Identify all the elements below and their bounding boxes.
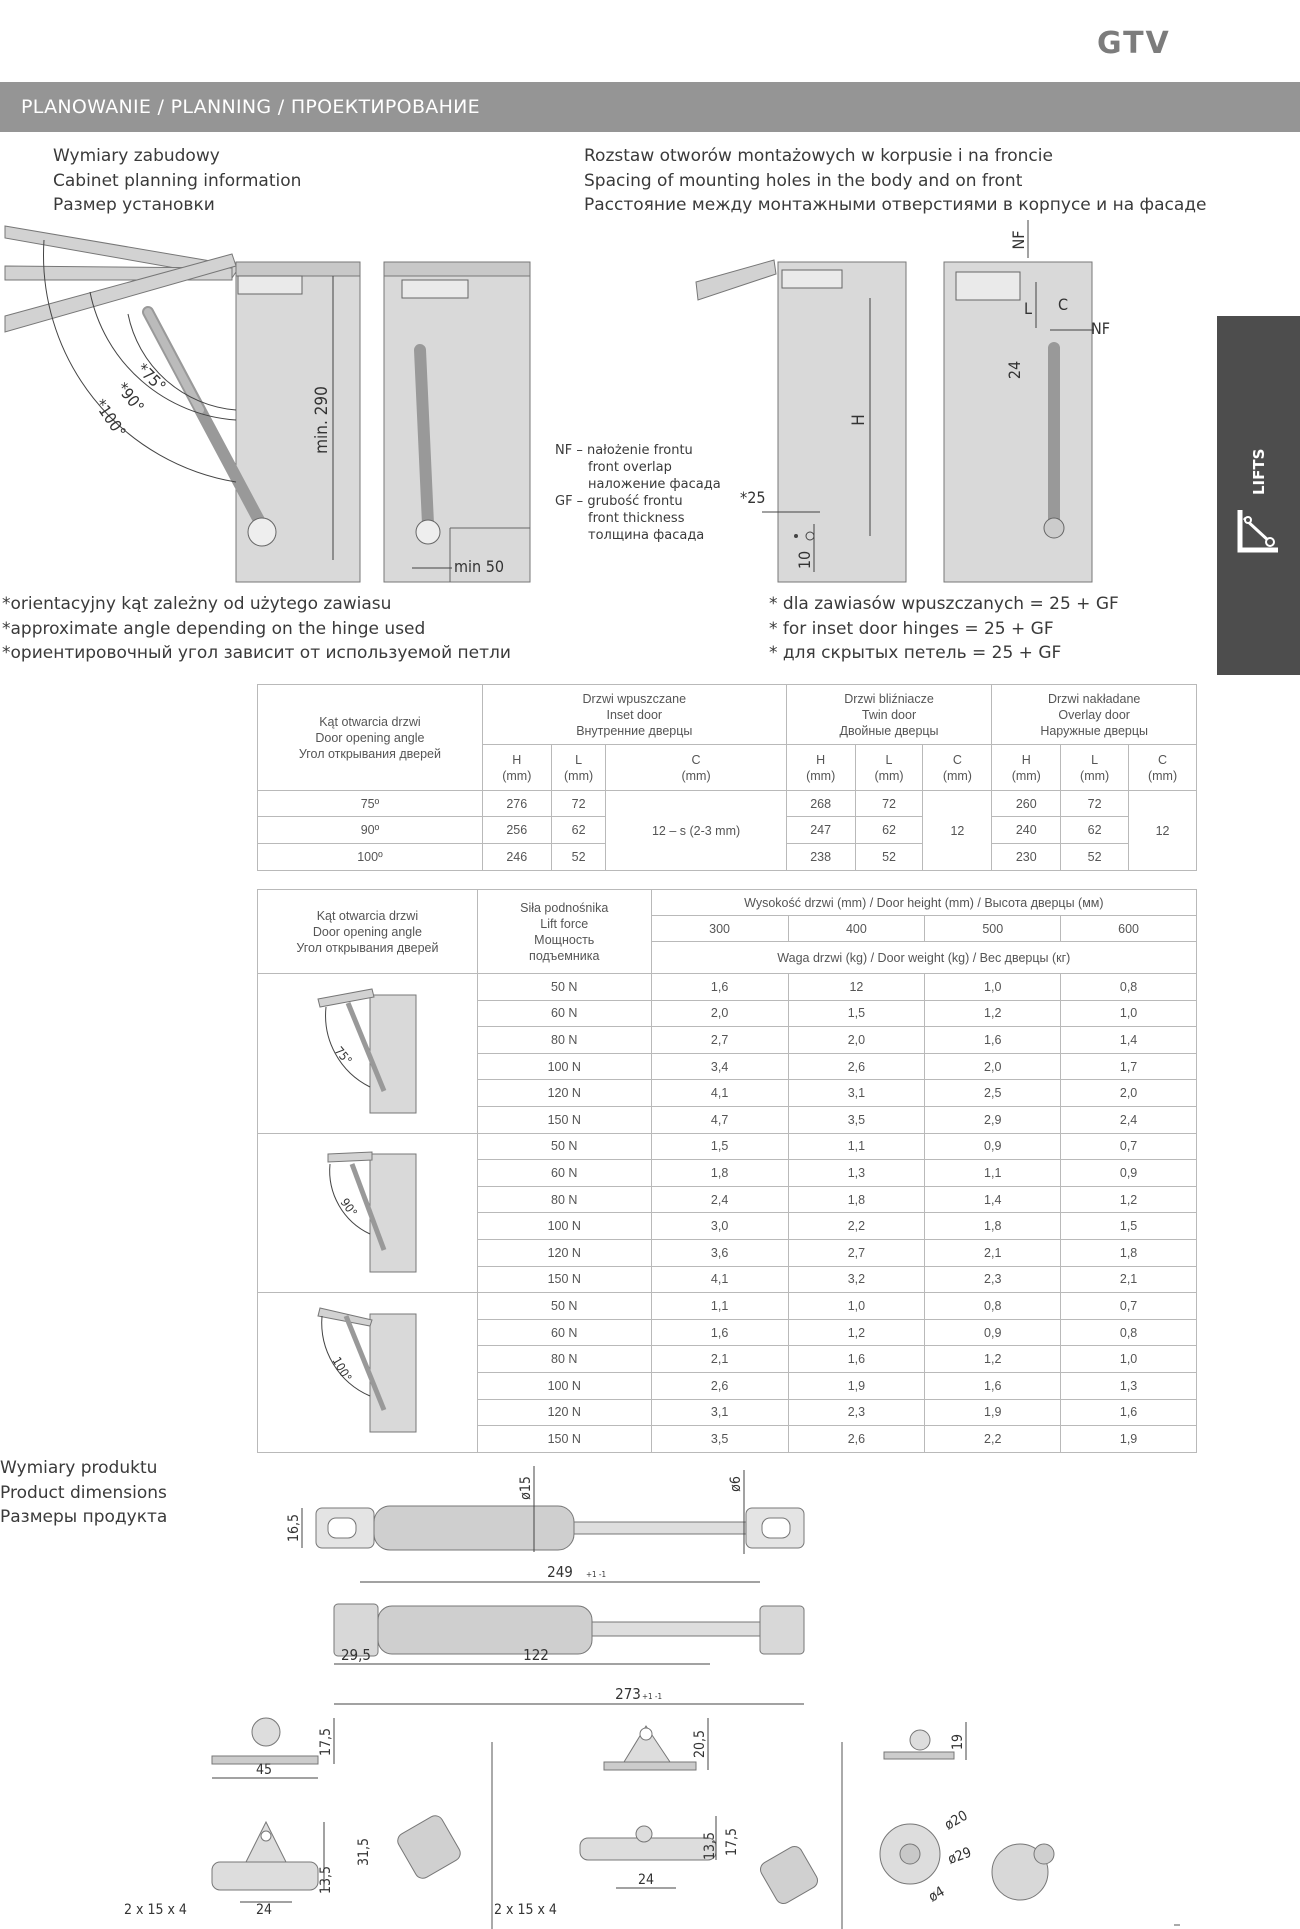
table-row: 60 N 1,8 1,3 1,1 0,9 [258,1160,1197,1187]
thumb-75 [258,974,478,1134]
svg-text:45: 45 [255,1762,273,1778]
svg-text:+1 -1: +1 -1 [642,1692,663,1701]
hinge-note-pl: * dla zawiasów wpuszczanych = 25 + GF [769,594,1119,614]
cabinet-title-pl: Wymiary zabudowy [53,146,220,166]
table-row: 120 N 4,1 3,1 2,5 2,0 [258,1080,1197,1107]
dim-10: 10 [795,550,814,570]
table-row: 80 N 2,1 1,6 1,2 1,0 [258,1346,1197,1373]
dim-25: *25 [740,488,766,507]
side-tab-lifts[interactable] [1217,316,1300,675]
inset-c-value: 12 – s (2-3 mm) [606,791,786,871]
svg-text:249: 249 [547,1563,573,1581]
svg-text:ø4: ø4 [926,1883,948,1906]
gf-pl: GF – grubość frontu [555,494,683,509]
svg-text:17,5: 17,5 [318,1727,334,1757]
table-row: 150 N 3,5 2,6 2,2 1,9 [258,1426,1197,1453]
hinge-note-en: * for inset door hinges = 25 + GF [769,618,1054,639]
svg-text:90°: 90° [337,1196,361,1220]
thumb-100 [258,1293,478,1453]
svg-text:13,5: 13,5 [702,1831,718,1861]
product-title-en: Product dimensions [0,1482,167,1503]
table-row: 150 N 4,1 3,2 2,3 2,1 [258,1266,1197,1293]
thumb-90 [258,1133,478,1293]
svg-text:+1 -1: +1 -1 [586,1570,607,1579]
product-dimensions-title [0,1456,167,1530]
table-row: 100 N 3,4 2,6 2,0 1,7 [258,1053,1197,1080]
label-100: *100° [90,395,130,441]
hinge-bracket [238,276,302,294]
spacing-title-ru: Расстояние между монтажными отверстиями в корпусе и на фасаде [584,195,1207,215]
svg-text:16,5: 16,5 [286,1513,302,1543]
force-header: Siła podnośnika Lift force Мощность подъемника [477,890,651,974]
door-height-header: Wysokość drzwi (mm) / Door height (mm) / Высота дверцы (мм) [651,890,1196,916]
svg-text:2 x 15 x 4: 2 x 15 x 4 [124,1902,187,1918]
dimensions-table: Kąt otwarcia drzwi Door opening angle Угол открывания дверей Drzwi wpuszczane Inset door Внутренние дверцы Drzwi bliźniacze Twin door Двойные дверцы Drzwi nakładane Overlay door Наружные дверцы H (mm) L (mm) C (mm) H (mm) L (mm) C (mm) H (mm) L (mm) C (mm) 75º 276 72 12 – s (2-3 mm) 268 72 12 260 72 12 90º 256 62 247 62 240 62 100º 246 52 238 52 230 52 [257,684,1197,871]
table-row: 120 N 3,6 2,7 2,1 1,8 [258,1239,1197,1266]
note-ru: *ориентировочный угол зависит от используемой петли [2,643,511,663]
inset-door-header: Drzwi wpuszczane Inset door Внутренние дверцы [482,685,786,745]
bracket-dimensions [124,1712,1180,1929]
table-row: 100º 246 52 238 52 230 52 [258,844,1197,871]
product-title-pl: Wymiary produktu [0,1458,158,1478]
svg-text:75°: 75° [332,1043,356,1068]
table-row: 90° 50 N 1,5 1,1 0,9 0,7 [258,1133,1197,1160]
body-front [778,262,906,582]
svg-text:100°: 100° [329,1354,355,1384]
angle-header: Kąt otwarcia drzwi Door opening angle Угол открывания дверей [258,685,483,791]
table-row: 100 N 3,0 2,2 1,8 1,5 [258,1213,1197,1240]
dim-h: H [849,414,869,426]
dim-l: L [1024,299,1033,318]
overlay-c-value: 12 [1129,791,1197,871]
lift-force-table [257,889,1197,1453]
strut-body [374,1506,574,1550]
svg-text:24: 24 [637,1872,655,1888]
cabinet-planning-title [53,144,301,218]
height-600: 600 [1061,916,1197,942]
note-en: *approximate angle depending on the hinge used [2,618,426,639]
label-75: *75° [133,359,170,396]
dim-c: C [1058,295,1069,314]
svg-text:29,5: 29,5 [340,1646,372,1664]
cabinet-title-en: Cabinet planning information [53,170,302,191]
dim-nf-top: NF [1009,230,1028,250]
front-view [944,262,1092,582]
spacing-title [584,144,1206,218]
svg-text:ø29: ø29 [945,1844,974,1868]
door-weight-header: Waga drzwi (kg) / Door weight (kg) / Вес дверцы (кг) [651,942,1196,974]
spacing-title-pl: Rozstaw otworów montażowych w korpusie i na froncie [584,146,1053,166]
arc-90 [90,292,236,420]
svg-text:31,5: 31,5 [356,1837,372,1867]
twin-door-header: Drzwi bliźniacze Twin door Двойные дверцы [786,685,992,745]
angle-header-2: Kąt otwarcia drzwi Door opening angle Угол открывания дверей [258,890,478,974]
table-row: 60 N 1,6 1,2 0,9 0,8 [258,1319,1197,1346]
svg-text:ø20: ø20 [942,1807,971,1834]
hinge-notes [769,592,1119,666]
table-row: 100 N 2,6 1,9 1,6 1,3 [258,1372,1197,1399]
strut-rod [574,1522,750,1534]
dim-24: 24 [1005,360,1024,380]
gf-en: front thickness [588,511,685,526]
table-row: 75º 276 72 12 – s (2-3 mm) 268 72 12 260 72 12 [258,791,1197,817]
brand-logo: GTV [1097,26,1171,61]
nf-pl: NF – nałożenie frontu [555,443,693,458]
svg-text:19: 19 [950,1733,966,1751]
table-row: 60 N 2,0 1,5 1,2 1,0 [258,1000,1197,1027]
table-row: 75° 50 N 1,6 12 1,0 0,8 [258,974,1197,1001]
door-100 [5,254,236,332]
svg-text:ø15: ø15 [518,1476,534,1500]
twin-c-value: 12 [923,791,992,871]
svg-text:17,5: 17,5 [724,1827,740,1857]
table-row: 120 N 3,1 2,3 1,9 1,6 [258,1399,1197,1426]
side-tab-label: LIFTS [1250,448,1268,495]
nf-en: front overlap [588,460,672,475]
spacing-diagram [690,220,1110,585]
svg-text:273: 273 [615,1685,641,1703]
gf-ru: толщина фасада [588,528,705,543]
svg-text:ø6: ø6 [728,1476,744,1492]
height-500: 500 [925,916,1061,942]
table-row: 80 N 2,7 2,0 1,6 1,4 [258,1027,1197,1054]
svg-text:20,5: 20,5 [692,1729,708,1759]
cabinet-side [384,262,530,582]
table-row: 90º 256 62 247 62 240 62 [258,817,1197,844]
strut-mount [248,518,276,546]
dim-nf-side: NF [1090,319,1110,338]
hinge-note-ru: * для скрытых петель = 25 + GF [769,643,1062,663]
height-300: 300 [651,916,788,942]
cabinet-title-ru: Размер установки [53,195,215,215]
height-400: 400 [788,916,925,942]
label-90: *90° [112,378,148,417]
svg-text:2 x 15 x 4: 2 x 15 x 4 [494,1902,557,1918]
gas-strut-dimensions [280,1456,960,1721]
note-pl: *orientacyjny kąt zależny od użytego zawiasu [2,594,392,614]
product-title-ru: Размеры продукта [0,1507,168,1527]
svg-text:24: 24 [255,1902,273,1918]
cabinet-diagram [0,220,540,585]
lift-icon [1234,506,1282,556]
svg-text:13,5: 13,5 [318,1865,334,1895]
svg-text:122: 122 [523,1646,549,1664]
page-title: PLANOWANIE / PLANNING / ПРОЕКТИРОВАНИЕ [21,96,480,118]
dim-min50: min 50 [454,557,505,576]
angle-notes [2,592,511,666]
table-row: 80 N 2,4 1,8 1,4 1,2 [258,1186,1197,1213]
spacing-title-en: Spacing of mounting holes in the body and on front [584,170,1023,191]
table-row: 150 N 4,7 3,5 2,9 2,4 [258,1106,1197,1133]
overlay-door-header: Drzwi nakładane Overlay door Наружные дверцы [992,685,1197,745]
table-row: 100° 50 N 1,1 1,0 0,8 0,7 [258,1293,1197,1320]
dim-min290: min. 290 [312,386,332,454]
nf-ru: наложение фасада [588,477,721,492]
